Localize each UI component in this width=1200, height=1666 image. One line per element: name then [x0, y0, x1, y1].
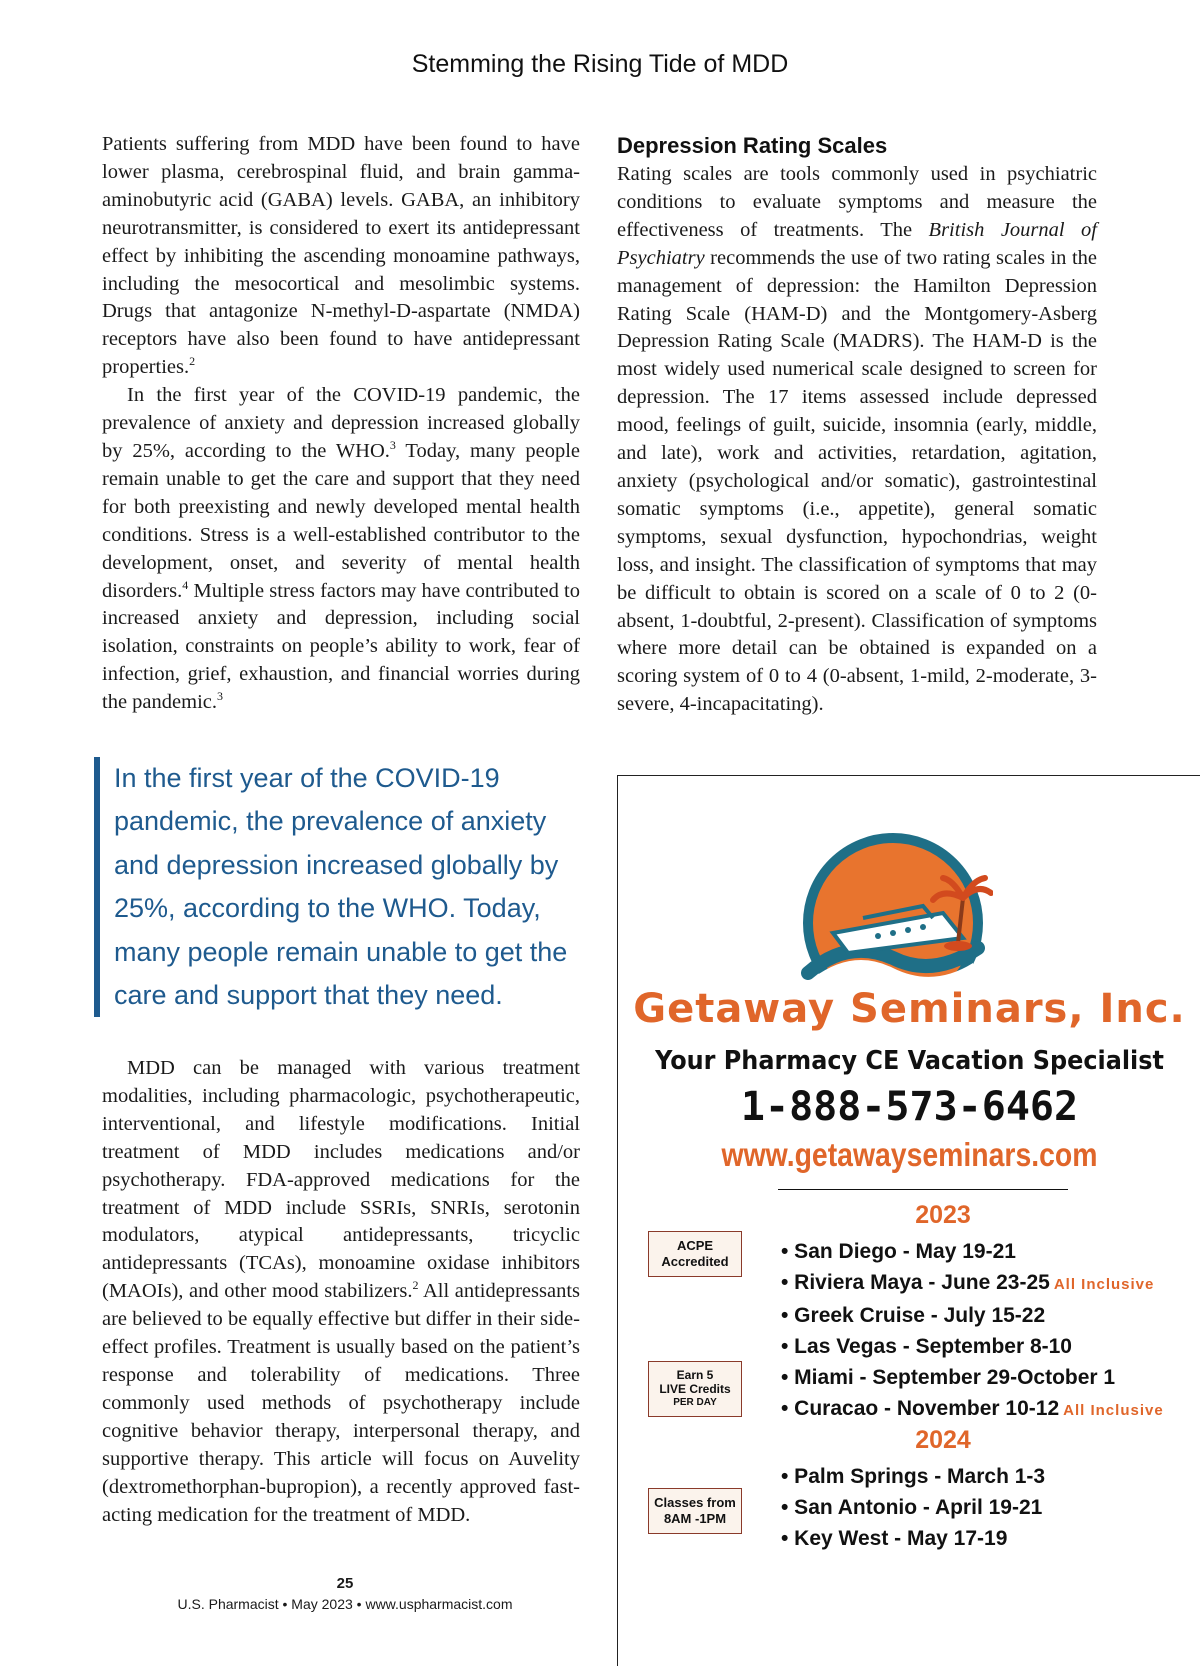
event-text: • Palm Springs - March 1-3: [781, 1465, 1046, 1488]
website-link[interactable]: www.getawayseminars.com: [721, 1136, 1098, 1173]
event-item: [781, 1523, 1045, 1554]
event-item: [781, 1236, 1164, 1267]
classes-badge: Classes from 8AM -1PM: [648, 1488, 742, 1534]
event-text: • Las Vegas - September 8-10: [781, 1335, 1072, 1358]
event-tag: All Inclusive: [1063, 1402, 1164, 1419]
event-item: [781, 1492, 1045, 1523]
event-text: • Miami - September 29-October 1: [781, 1366, 1116, 1389]
event-item: [781, 1393, 1164, 1426]
company-name: Getaway Seminars, Inc.: [633, 986, 1186, 1032]
event-item: [781, 1362, 1164, 1393]
page-footer: [0, 1574, 690, 1614]
year-heading-2024: 2024: [915, 1426, 971, 1454]
paragraph-treatment: MDD can be managed with various treatment modalities, including pharmacologic, psychotherapeutic, interventional, and lifestyle modifications. Initial treatment of MDD includes medications and/or psychotherapy. FDA-approved medications for the treatment of MDD include SSRIs, SNRIs, serotonin modulators, atypical antidepressants, tricyclic antidepressants (TCAs), monoamine oxidase inhibitors (MAOIs), and other mood stabilizers.$^2$ All antidepressants are believed to be equally effective but differ in their side-effect profiles. Treatment is usually based on the patient’s response and tolerability of medications. Three commonly used methods of psychotherapy include cognitive behavior therapy, interpersonal therapy, and supportive therapy. This article will focus on Auvelity (dextromethorphan-bupropion), a recently approved fast-acting medication for the treatment of MDD.: [102, 1057, 580, 1526]
event-text: • Curacao - November 10-12: [781, 1397, 1060, 1420]
event-item: [781, 1331, 1164, 1362]
page-number: 25: [336, 1575, 354, 1592]
left-column: [102, 131, 580, 717]
year-heading-2023: 2023: [915, 1201, 971, 1229]
right-column: [617, 131, 1097, 719]
paragraph-gaba: Patients suffering from MDD have been found to have lower plasma, cerebrospinal fluid, and brain gamma-aminobutyric acid (GABA) levels. GABA, an inhibitory neurotransmitter, is considered to exert its antidepressant effect by inhibiting the ascending monoamine pathways, including the mesocortical and mesolimbic systems. Drugs that antagonize N-methyl-D-aspartate (NMDA) receptors have also been found to have antidepressant properties.$^2$: [102, 133, 580, 379]
ad-divider: [778, 1189, 1068, 1190]
paragraph-covid: In the first year of the COVID-19 pandemic, the prevalence of anxiety and depression increased globally by 25%, according to the WHO.$^3$ Today, many people remain unable to get the care and support that they need for both preexisting and newly developed mental health conditions. Stress is a well-established contributor to the development, onset, and severity of mental health disorders.$^4$ Multiple stress factors may have contributed to increased anxiety and depression, including social isolation, constraints on people’s ability to work, fear of infection, grief, exhaustion, and financial worries during the pandemic.$^3$: [102, 384, 580, 714]
left-column-continued: [102, 1055, 580, 1529]
advertisement[interactable]: [617, 775, 1200, 1666]
pull-quote: In the first year of the COVID-19 pandemic, the prevalence of anxiety and depression increased globally by 25%, according to the WHO. Today, many people remain unable to get the care and support that they need.: [94, 757, 594, 1017]
events-list-2023: [781, 1236, 1164, 1426]
event-tag: All Inclusive: [1053, 1276, 1155, 1293]
events-list-2024: [781, 1461, 1045, 1554]
company-tagline: Your Pharmacy CE Vacation Specialist: [655, 1046, 1164, 1076]
event-text: • San Antonio - April 19-21: [781, 1496, 1043, 1519]
paragraph-rating-scales: Rating scales are tools commonly used in psychiatric conditions to evaluate symptoms and measure the effectiveness of treatments. The British Journal of Psychiatry recommends the use of two rating scales in the management of depression: the Hamilton Depression Rating Scale (HAM-D) and the Montgomery-Asberg Depression Rating Scale (MADRS). The HAM-D is the most widely used numerical scale designed to screen for depression. The 17 items assessed include depressed mood, feelings of guilt, suicide, insomnia (early, middle, and late), work and activities, retardation, agitation, anxiety (psychological and/or somatic), gastrointestinal somatic symptoms (i.e., appetite), general somatic symptoms, sexual dysfunction, hypochondrias, weight loss, and insight. The classification of symptoms that may be difficult to obtain is scored on a scale of 0 to 2 (0-absent, 1-doubtful, 2-present). Classification of symptoms where more detail can be obtained is expanded on a scoring system of 0 to 4 (0-absent, 1-mild, 2-moderate, 3-severe, 4-incapacitating).: [617, 163, 1097, 716]
event-text: • San Diego - May 19-21: [781, 1240, 1016, 1263]
event-item: [781, 1300, 1164, 1331]
phone-number[interactable]: 1-888-573-6462: [740, 1084, 1079, 1130]
event-text: • Riviera Maya - June 23-25: [781, 1271, 1050, 1294]
event-item: [781, 1267, 1164, 1300]
event-item: [781, 1461, 1045, 1492]
section-heading: Depression Rating Scales: [617, 133, 888, 158]
running-head: Stemming the Rising Tide of MDD: [411, 50, 789, 78]
footer-line: U.S. Pharmacist • May 2023 • www.uspharmacist.com: [177, 1596, 513, 1612]
event-text: • Key West - May 17-19: [781, 1527, 1008, 1550]
acpe-badge: ACPE Accredited: [648, 1231, 742, 1277]
credits-badge: Earn 5 LIVE Credits PER DAY: [648, 1361, 742, 1417]
event-text: • Greek Cruise - July 15-22: [781, 1304, 1046, 1327]
